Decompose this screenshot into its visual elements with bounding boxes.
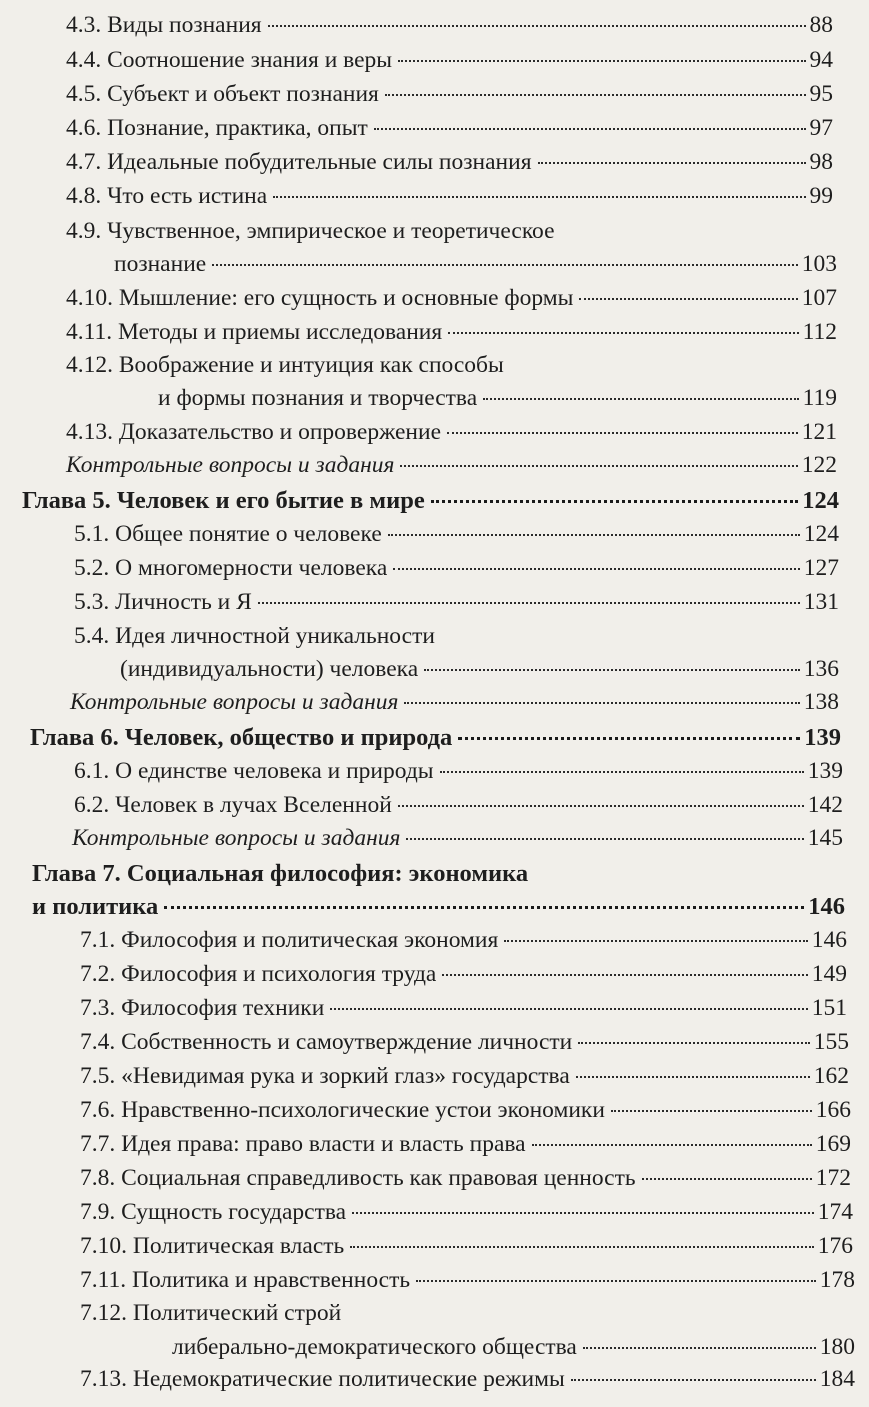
toc-entry-page: 95 [809,81,833,107]
leader-dots [164,906,804,909]
toc-entry-page: 119 [802,385,837,411]
toc-entry-page: 146 [808,893,845,920]
leader-dots [583,1347,816,1349]
toc-entry-title: и формы познания и творчества [158,385,478,411]
toc-entry-title: 4.7. Идеальные побудительные силы познания [66,149,532,175]
leader-dots [388,534,800,536]
toc-entry [158,385,837,412]
toc-entry-page: 127 [803,555,839,581]
toc-entry-page: 145 [807,825,843,851]
toc-entry [114,251,837,278]
toc-entry [70,689,839,716]
toc-entry [80,961,847,988]
leader-dots [273,196,805,198]
toc-entry [66,149,833,176]
leader-dots [431,500,799,503]
toc-entry-title: 7.13. Недемократические политические режимы [80,1366,565,1392]
toc-entry [172,1334,855,1361]
leader-dots [532,1144,812,1146]
toc-entry-title-line1: 4.12. Воображение и интуиция как способы [66,352,504,378]
toc-entry-title: 7.10. Политическая власть [80,1233,345,1259]
toc-entry-title: познание [114,251,207,277]
toc-entry [80,927,847,954]
toc-entry-title: 5.3. Личность и Я [74,589,252,615]
toc-entry-page: 122 [801,452,837,478]
toc-entry [80,1366,855,1393]
toc-chapter [32,893,845,921]
toc-entry-page: 124 [803,521,839,547]
toc-entry [66,81,833,108]
toc-entry-page: 172 [815,1165,851,1191]
toc-entry [80,995,847,1022]
leader-dots [447,432,798,434]
toc-entry [74,589,839,616]
toc-entry [74,555,839,582]
toc-entry-title: 7.11. Политика и нравственность [80,1267,411,1293]
leader-dots [258,602,800,604]
leader-dots [374,128,806,130]
leader-dots [385,94,806,96]
toc-entry-title: 4.8. Что есть истина [66,183,268,209]
leader-dots [504,940,808,942]
toc-entry-title: 4.10. Мышление: его сущность и основные формы [66,285,574,311]
toc-entry-title: 4.11. Методы и приемы исследования [66,319,443,345]
toc-entry-title-line1: 4.9. Чувственное, эмпирическое и теоретическое [66,218,555,244]
toc-entry-title: 7.1. Философия и политическая экономия [80,927,499,953]
toc-entry-page: 94 [809,47,833,73]
toc-entry [74,521,839,548]
toc-entry-title: 4.5. Субъект и объект познания [66,81,379,107]
toc-entry-title: 6.1. О единстве человека и природы [74,758,434,784]
toc-entry-title: 4.3. Виды познания [66,12,262,38]
toc-entry-title: Глава 5. Человек и его бытие в мире [22,487,425,514]
toc-entry [80,1233,853,1260]
toc-entry-page: 142 [807,792,843,818]
leader-dots [393,568,800,570]
toc-entry-page: 138 [803,689,839,715]
toc-entry [80,1029,849,1056]
toc-entry [74,758,843,785]
toc-entry [66,452,837,479]
leader-dots [416,1280,816,1282]
toc-entry-title: 7.6. Нравственно-психологические устои экономики [80,1097,605,1123]
toc-entry-title-line1: 7.12. Политический строй [80,1300,342,1326]
toc-entry [80,1097,851,1124]
toc-entry-page: 88 [809,12,833,38]
toc-entry-page: 169 [815,1131,851,1157]
leader-dots [538,162,806,164]
leader-dots [483,398,798,400]
toc-entry-title: 6.2. Человек в лучах Вселенной [74,792,392,818]
leader-dots [400,465,797,467]
leader-dots [404,702,799,704]
leader-dots [398,805,804,807]
toc-entry-title: и политика [32,893,159,920]
leader-dots [579,298,797,300]
toc-entry-title: (индивидуальности) человека [120,656,419,682]
toc-entry-title: 5.2. О многомерности человека [74,555,388,581]
leader-dots [578,1042,810,1044]
toc-entry-title: Контрольные вопросы и задания [66,452,395,478]
leader-dots [398,60,805,62]
toc-entry-page: 103 [801,251,837,277]
toc-entry-page: 98 [809,149,833,175]
toc-entry-title: Контрольные вопросы и задания [72,825,401,851]
toc-entry-page: 166 [815,1097,851,1123]
toc-entry-title: 7.9. Сущность государства [80,1199,347,1225]
toc-entry-page: 176 [817,1233,853,1259]
toc-entry-page: 112 [802,319,837,345]
leader-dots [268,25,806,27]
toc-entry-title: либерально-демократического общества [172,1334,577,1360]
toc-entry-page: 149 [811,961,847,987]
toc-entry [74,792,843,819]
toc-chapter [22,487,839,515]
toc-entry [66,183,833,210]
toc-entry-page: 184 [819,1366,855,1392]
toc-entry-title: 7.5. «Невидимая рука и зоркий глаз» государства [80,1063,570,1089]
toc-entry [66,115,833,142]
leader-dots [458,737,800,740]
toc-entry [66,319,837,346]
toc-entry-title: 7.7. Идея права: право власти и власть права [80,1131,526,1157]
toc-entry-page: 139 [807,758,843,784]
toc-entry [80,1267,855,1294]
toc-entry-title: 7.8. Социальная справедливость как правовая ценность [80,1165,636,1191]
toc-entry-page: 131 [803,589,839,615]
toc-entry [66,419,837,446]
leader-dots [406,838,803,840]
toc-entry-page: 178 [819,1267,855,1293]
leader-dots [642,1178,812,1180]
leader-dots [440,771,804,773]
leader-dots [576,1076,810,1078]
toc-entry-page: 124 [802,487,839,514]
toc-entry-title: Контрольные вопросы и задания [70,689,399,715]
toc-entry [66,47,833,74]
toc-entry-page: 155 [813,1029,849,1055]
toc-entry-page: 139 [804,724,841,751]
toc-entry-title: 7.3. Философия техники [80,995,325,1021]
toc-entry-page: 136 [803,656,839,682]
toc-entry [80,1199,853,1226]
toc-entry-title: 7.4. Собственность и самоутверждение личности [80,1029,573,1055]
toc-entry-title: 7.2. Философия и психология труда [80,961,437,987]
leader-dots [448,332,798,334]
toc-chapter-title-line1: Глава 7. Социальная философия: экономика [32,860,529,887]
toc-entry [120,656,839,683]
leader-dots [212,264,798,266]
toc-entry-page: 174 [817,1199,853,1225]
toc-chapter [30,724,841,752]
toc-entry [66,12,833,39]
leader-dots [352,1212,814,1214]
leader-dots [350,1246,814,1248]
toc-entry-page: 107 [801,285,837,311]
toc-entry-title: 5.1. Общее понятие о человеке [74,521,382,547]
leader-dots [442,974,807,976]
toc-entry [80,1063,849,1090]
toc-entry-title: Глава 6. Человек, общество и природа [30,724,453,751]
toc-entry-title: 4.13. Доказательство и опровержение [66,419,442,445]
toc-entry [72,825,843,852]
toc-entry [80,1131,851,1158]
leader-dots [424,669,800,671]
toc-entry [80,1165,851,1192]
toc-entry-page: 180 [819,1334,855,1360]
toc-entry-page: 97 [809,115,833,141]
toc-entry-page: 146 [811,927,847,953]
toc-entry-page: 121 [801,419,837,445]
toc-entry-page: 151 [811,995,847,1021]
toc-entry [66,285,837,312]
toc-entry-title: 4.4. Соотношение знания и веры [66,47,393,73]
toc-entry-title: 4.6. Познание, практика, опыт [66,115,368,141]
toc-entry-page: 162 [813,1063,849,1089]
toc-entry-page: 99 [809,183,833,209]
toc-entry-title-line1: 5.4. Идея личностной уникальности [74,623,435,649]
leader-dots [611,1110,812,1112]
leader-dots [330,1008,807,1010]
leader-dots [571,1379,816,1381]
